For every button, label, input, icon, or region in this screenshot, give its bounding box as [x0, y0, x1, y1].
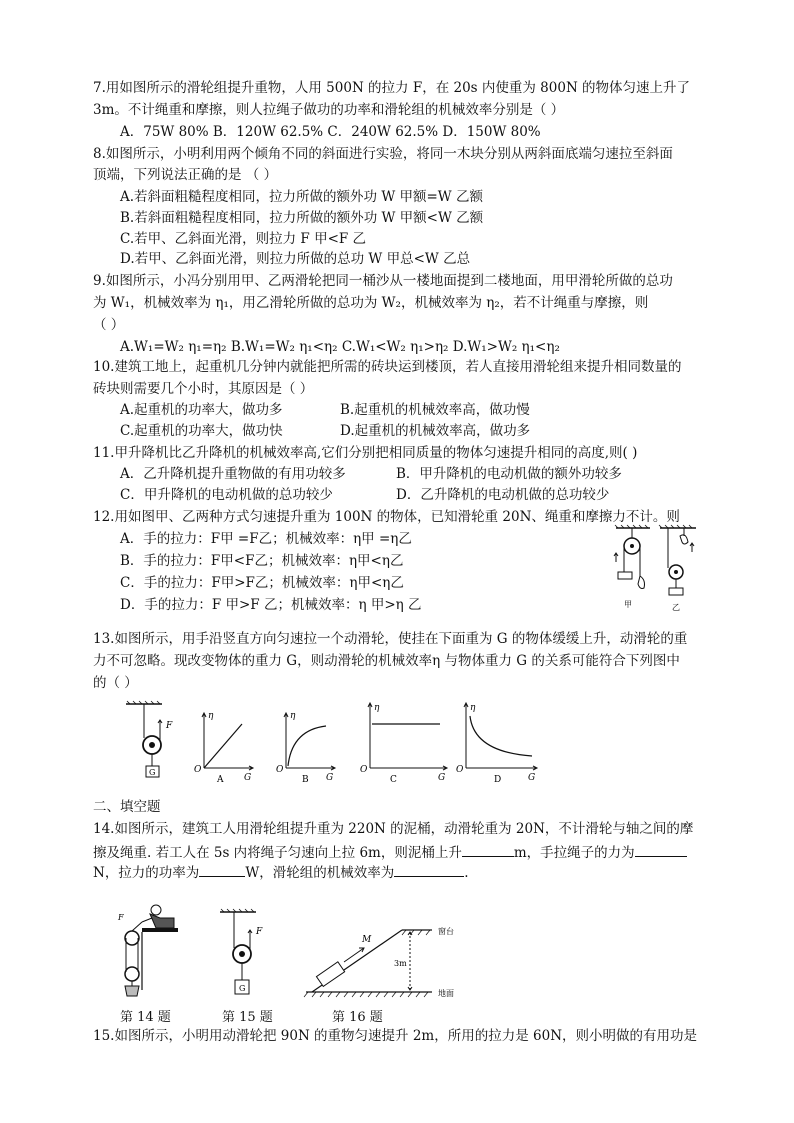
- q12-option-c: C．手的拉力：F甲>F乙；机械效率：η甲<η乙: [120, 575, 404, 591]
- q9-line1: 9.如图所示，小冯分别用甲、乙两滑轮把同一桶沙从一楼地面提到二楼地面，用甲滑轮所做的总功: [93, 273, 673, 289]
- section-fill-in-heading: 二、填空题: [93, 799, 161, 815]
- q12-label-jia: 甲: [624, 600, 632, 609]
- q10-line1: 10.建筑工地上，起重机几分钟内就能把所需的砖块运到楼顶，若人直接用滑轮组来提升相同数量的: [93, 359, 682, 375]
- q13-graph-a-G: G: [244, 773, 252, 783]
- q9-line2: 为 W₁，机械效率为 η₁，用乙滑轮所做的总功为 W₂，机械效率为 η₂，若不计绳重与摩擦，则: [93, 295, 649, 311]
- q7-line1: 7.用如图所示的滑轮组提升重物，人用 500N 的拉力 F，在 20s 内使重为 800N 的物体匀速上升了: [93, 80, 691, 96]
- q8-option-c: C.若甲、乙斜面光滑，则拉力 F 甲<F 乙: [120, 231, 367, 247]
- q10-option-a: A.起重机的功率大，做功多: [120, 402, 283, 418]
- q14-line3: [93, 862, 469, 882]
- q16-label-window: 窗台: [438, 927, 454, 936]
- caption-q14: 第 14 题: [120, 1010, 171, 1025]
- q13-graph-a-eta: η: [208, 711, 214, 721]
- q13-graph-c-eta: η: [374, 703, 380, 713]
- q14-blank-height[interactable]: [462, 842, 514, 857]
- q8-line1: 8.如图所示，小明利用两个倾角不同的斜面进行实验，将同一木块分别从两斜面底端匀速拉至斜面: [93, 146, 673, 162]
- q14-line3-text-b: W，滑轮组的机械效率为: [245, 865, 395, 881]
- q14-line2-text-a: 擦及绳重. 若工人在 5s 内将绳子匀速向上拉 6m，则泥桶上升: [93, 845, 462, 861]
- q9-options: A.W₁=W₂ η₁=η₂ B.W₁=W₂ η₁<η₂ C.W₁<W₂ η₁>η₂ D.W₁>W₂ η₁<η₂: [120, 339, 560, 355]
- q13-label-F: F: [166, 721, 173, 731]
- q16-incline-figure: [302, 922, 482, 1002]
- q12-pulley-figure: [610, 524, 700, 616]
- q9-line3: （ ）: [93, 317, 125, 333]
- q10-line2: 砖块则需要几个小时，其原因是（ ）: [93, 381, 314, 397]
- q11-line1: 11.甲升降机比乙升降机的机械效率高,它们分别把相同质量的物体匀速提升相同的高度,则( ): [93, 445, 638, 461]
- q15-label-G: G: [239, 984, 246, 993]
- q14-blank-efficiency[interactable]: [394, 862, 464, 877]
- q13-line1: 13.如图所示，用手沿竖直方向匀速拉一个动滑轮，使挂在下面重为 G 的物体缓缓上升，动滑轮的重: [93, 631, 688, 647]
- q16-label-ground: 地面: [438, 989, 454, 998]
- q13-graph-a-label: A: [217, 775, 224, 785]
- q8-option-a: A.若斜面粗糙程度相同，拉力所做的额外功 W 甲额=W 乙额: [120, 189, 483, 205]
- q13-graph-c-G: G: [438, 773, 446, 783]
- q8-option-d: D.若甲、乙斜面光滑，则拉力所做的总功 W 甲总<W 乙总: [120, 251, 471, 267]
- q15-line1: 15.如图所示，小明用动滑轮把 90N 的重物匀速提升 2m，所用的拉力是 60N，则小明做的有用功是: [93, 1028, 698, 1044]
- caption-q16: 第 16 题: [332, 1010, 383, 1025]
- q13-graph-d-G: G: [528, 773, 536, 783]
- q11-option-a: A．乙升降机提升重物做的有用功较多: [120, 466, 346, 482]
- q14-line1: 14.如图所示，建筑工人用滑轮组提升重为 220N 的泥桶，动滑轮重为 20N，不计滑轮与轴之间的摩: [93, 821, 694, 837]
- q15-pulley-figure: [216, 908, 266, 1002]
- q11-option-c: C．甲升降机的电动机做的总功较少: [120, 487, 333, 503]
- q7-line2: 3m。不计绳重和摩擦，则人拉绳子做功的功率和滑轮组的机械效率分别是（ ）: [93, 102, 565, 118]
- q13-graph-b-G: G: [326, 773, 334, 783]
- q14-line3-text-a: N，拉力的功率为: [93, 865, 200, 881]
- q14-line3-text-c: .: [464, 865, 469, 881]
- q12-option-d: D．手的拉力：F 甲>F 乙；机械效率：η 甲>η 乙: [120, 597, 422, 613]
- q11-option-d: D．乙升降机的电动机做的总功较少: [396, 487, 610, 503]
- q13-line3: 的（ ）: [93, 675, 138, 691]
- q12-line1: 12.用如图甲、乙两种方式匀速提升重为 100N 的物体，已知滑轮重 20N、绳重和摩擦力不计。则: [93, 509, 680, 525]
- q13-graph-b-label: B: [302, 775, 309, 785]
- q12-label-yi: 乙: [672, 603, 680, 612]
- q12-option-b: B．手的拉力：F甲<F乙；机械效率：η甲<η乙: [120, 553, 404, 569]
- q13-graph-d-label: D: [494, 775, 502, 785]
- q10-option-b: B.起重机的机械效率高，做功慢: [340, 402, 530, 418]
- q13-graphs-figure: [122, 700, 542, 788]
- q13-graph-d-origin: O: [456, 765, 464, 775]
- q13-graph-c-origin: O: [360, 765, 368, 775]
- q8-option-b: B.若斜面粗糙程度相同，拉力所做的额外功 W 甲额<W 乙额: [120, 210, 484, 226]
- q14-line2-text-b: m，手拉绳子的力为: [513, 845, 635, 861]
- q10-option-d: D.起重机的机械效率高，做功多: [340, 423, 531, 439]
- q13-graph-d-eta: η: [470, 703, 476, 713]
- q16-label-M: M: [362, 935, 372, 945]
- q14-label-F: F: [118, 913, 124, 922]
- caption-q15: 第 15 题: [222, 1010, 273, 1025]
- q7-options: A．75W 80% B．120W 62.5% C．240W 62.5% D．150W 80%: [120, 124, 541, 140]
- q14-worker-pulley-figure: [112, 900, 182, 1000]
- q13-line2: 力不可忽略。现改变物体的重力 G，则动滑轮的机械效率η 与物体重力 G 的关系可能符合下列图中: [93, 653, 680, 669]
- q12-option-a: A．手的拉力：F甲 =F乙；机械效率：η甲 =η乙: [120, 531, 412, 547]
- q11-option-b: B．甲升降机的电动机做的额外功较多: [396, 466, 622, 482]
- q13-graph-a-origin: O: [194, 765, 202, 775]
- q13-label-G: G: [149, 768, 156, 777]
- q14-blank-force[interactable]: [635, 842, 687, 857]
- q14-line2: [93, 842, 687, 862]
- q13-graph-b-origin: O: [276, 765, 284, 775]
- q15-label-F: F: [256, 927, 263, 937]
- q10-option-c: C.起重机的功率大，做功快: [120, 423, 283, 439]
- q14-blank-power[interactable]: [199, 862, 245, 877]
- q8-line2: 顶端，下列说法正确的是 （ ）: [93, 167, 278, 183]
- q13-graph-c-label: C: [390, 775, 397, 785]
- q13-graph-b-eta: η: [290, 711, 296, 721]
- q16-label-height: 3m: [394, 959, 407, 968]
